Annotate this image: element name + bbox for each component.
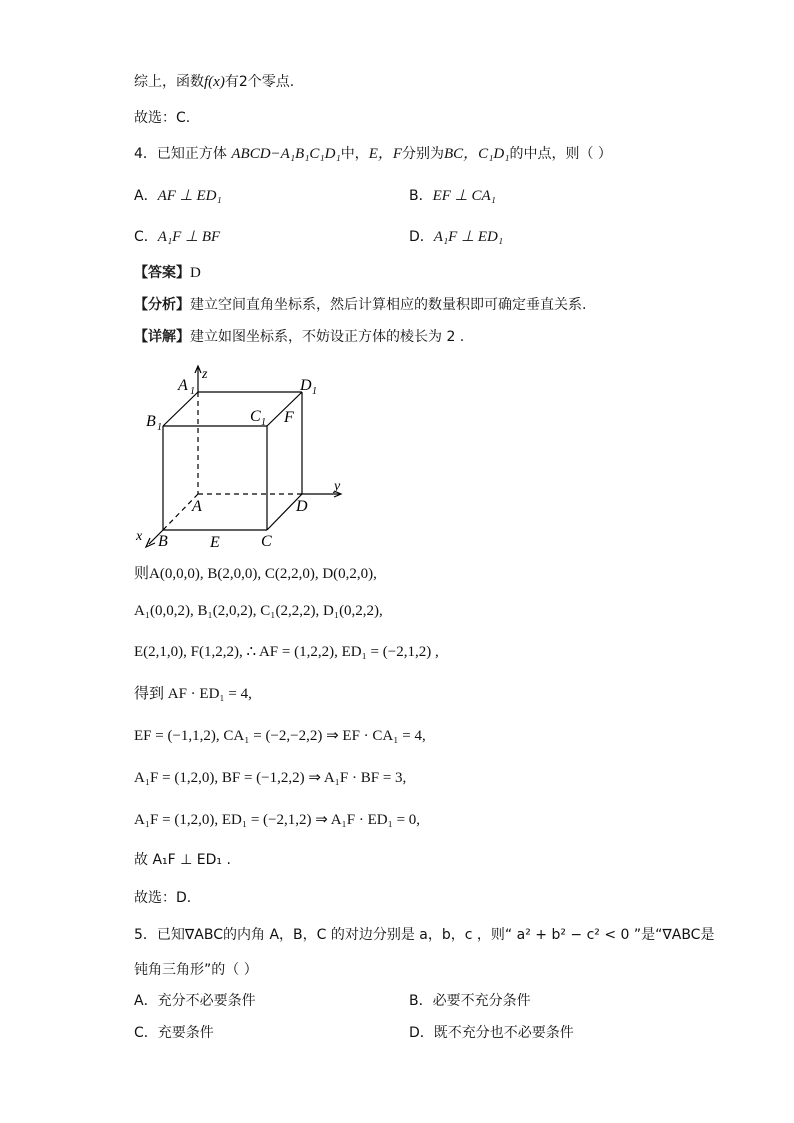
q4-option-c [134,227,220,247]
label-b: B [158,533,168,550]
work-line-6: A₁F = (1,2,0), BF = (−1,2,2) ⇒ A₁F · BF = 3, [134,770,407,786]
q5-stem-line2 [134,960,258,980]
q4-stem [134,144,612,164]
q5-option-b-text: 必要不充分条件 [432,993,531,1009]
work-line-3: E(2,1,0), F(1,2,2), ∴ AF = (1,2,2), ED₁ = (−2,1,2) , [134,644,439,660]
q5-option-a-text: 充分不必要条件 [157,993,256,1009]
q4-option-c-text: A₁F ⊥ BF [157,229,221,245]
work-line-5: EF = (−1,1,2), CA₁ = (−2,−2,2) ⇒ EF · CA₁ = 4, [134,728,426,744]
cube-figure [128,360,358,560]
prev-answer: 故选：C. [134,110,191,126]
answer-value: D [190,265,201,281]
q4-edges: BC，C₁D₁ [444,146,510,162]
analysis-tag: 【分析】 [134,297,190,313]
answer-line-prev [134,108,190,128]
q5-option-a-label: A． [134,993,158,1009]
label-b1: B [146,413,156,430]
answer-tag: 【答案】 [134,265,190,281]
q4-cube: ABCD−A₁B₁C₁D₁ [231,146,341,162]
label-a: A [192,498,202,515]
q4-answer [134,263,201,283]
q4-stem-mid: 中， [340,146,369,162]
q4-option-d-text: A₁F ⊥ ED₁ [433,229,504,245]
q4-detail [134,327,464,347]
label-y: y [334,479,341,494]
q5-stem-line1 [134,925,714,945]
q4-option-a-label: A． [134,188,158,204]
label-e: E [210,534,220,551]
label-d: D [296,498,308,515]
q5-option-a [134,991,256,1011]
q4-option-d [409,227,503,247]
q5-option-b-label: B． [409,993,433,1009]
q5-option-c-text: 充要条件 [157,1025,214,1041]
q4-option-a [134,186,222,206]
label-a1-sub: 1 [190,386,195,397]
q5-option-d [409,1023,574,1043]
q4-option-c-label: C． [134,229,158,245]
q4-option-b-label: B． [409,188,433,204]
conclusion-line [134,72,294,92]
label-z: z [202,367,208,382]
q4-stem-prefix: 已知正方体 [156,146,227,162]
label-d1: D [300,377,312,394]
q4-points: E，F [368,146,403,162]
work-line-2: A₁(0,0,2), B₁(2,0,2), C₁(2,2,2), D₁(0,2,2), [134,603,383,619]
conclusion-prefix: 综上，函数 [134,74,204,90]
label-c1-sub: 1 [261,417,266,428]
detail-tag: 【详解】 [134,329,190,345]
label-c: C [261,533,272,550]
q4-stem-mid2: 分别为 [402,146,445,162]
label-f: F [284,409,294,426]
work-line-4: 得到 AF · ED₁ = 4, [134,686,252,702]
work-conclusion: 故 A₁F ⊥ ED₁ . [134,852,231,868]
q5-stem-part2: 钝角三角形”的（ ） [134,962,258,978]
q5-option-d-text: 既不充分也不必要条件 [433,1025,574,1041]
q4-option-a-text: AF ⊥ ED₁ [157,188,222,204]
edge-b1a1 [163,392,198,426]
label-a1: A [178,377,188,394]
q5-option-b [409,991,531,1011]
q4-option-d-label: D． [409,229,434,245]
q4-option-b-text: EF ⊥ CA₁ [432,188,496,204]
work-line-7: A₁F = (1,2,0), ED₁ = (−2,1,2) ⇒ A₁F · ED₁ = 0, [134,812,421,828]
q5-number: 5． [134,927,157,943]
q4-number: 4． [134,146,157,162]
q5-stem-part1: 已知∇ABC的内角 A，B，C 的对边分别是 a，b，c ，则“ a² + b² − c² < 0 ”是“∇ABC是 [156,927,715,943]
q4-option-b [409,186,496,206]
label-x: x [136,529,143,544]
q4-analysis [134,295,586,315]
work-answer: 故选：D. [134,890,192,906]
label-b1-sub: 1 [157,422,162,433]
function-fx: f(x) [204,74,225,90]
q4-stem-suffix: 的中点，则（ ） [509,146,612,162]
detail-text: 建立如图坐标系，不妨设正方体的棱长为 2 . [190,329,465,345]
label-c1: C [250,408,261,425]
q5-option-d-label: D． [409,1025,434,1041]
q5-option-c-label: C． [134,1025,158,1041]
label-d1-sub: 1 [312,386,317,397]
work-line-1: 则A(0,0,0), B(2,0,0), C(2,2,0), D(0,2,0), [134,566,377,582]
conclusion-suffix: 有2个零点. [224,74,295,90]
analysis-text: 建立空间直角坐标系，然后计算相应的数量积即可确定垂直关系. [190,297,587,313]
q5-option-c [134,1023,214,1043]
